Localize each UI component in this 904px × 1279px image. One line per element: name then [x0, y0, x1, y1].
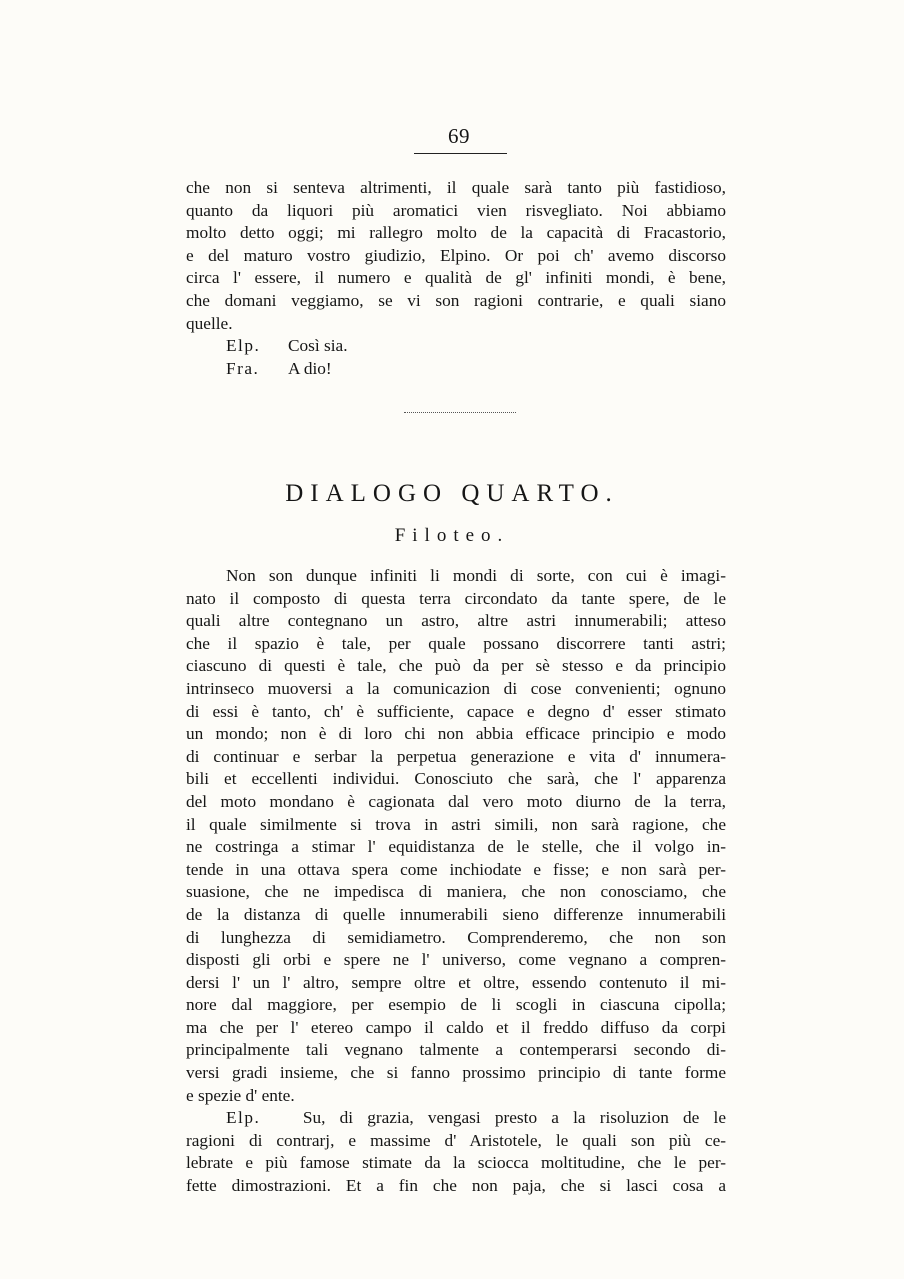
text-line: principalmente tali vegnano talmente a contemperarsi secondo di- — [186, 1040, 726, 1060]
text-line: quali altre contegnano un astro, altre astri innumerabili; atteso — [186, 611, 726, 631]
text-line: il quale similmente si trova in astri simili, non sarà ragione, che — [186, 814, 726, 834]
text-line: dersi l' un l' altro, sempre oltre et oltre, essendo contenuto il mi- — [186, 972, 726, 992]
speaker-name: Fra. — [226, 358, 260, 378]
speech-text: Così sia. — [288, 336, 348, 356]
text-line: fette dimostrazioni. Et a fin che non paja, che si lasci cosa a — [186, 1176, 726, 1196]
speaker-heading: Filoteo. — [394, 525, 510, 546]
text-line: Non son dunque infiniti li mondi di sorte, con cui è imagi- — [226, 566, 726, 585]
section-rule — [404, 412, 516, 413]
speaker-name: Elp. — [226, 336, 261, 356]
top-paragraph — [186, 177, 726, 380]
speech-text: Su, di grazia, vengasi presto a la risoluzion de le — [302, 1108, 726, 1128]
closing-exchange-line — [186, 1107, 726, 1130]
text-line: del moto mondano è cagionata dal vero moto diurno de la terra, — [186, 791, 726, 811]
header-rule — [414, 153, 507, 154]
text-line: disposti gli orbi e spere ne l' universo, come vegnano a compren- — [186, 950, 726, 970]
text-line: che il spazio è tale, per quale possano discorrere tanti astri; — [186, 633, 726, 653]
text-line: versi gradi insieme, che si fanno prossimo principio di tante forme — [186, 1063, 726, 1083]
text-line: quelle. — [186, 313, 233, 333]
text-line: un mondo; non è di loro chi non abbia efficace principio e modo — [186, 724, 726, 744]
text-line: intrinseco muoversi a la comunicazion di cose convenienti; ognuno — [186, 678, 726, 698]
text-line: che domani veggiamo, se vi son ragioni contrarie, e quali siano — [186, 290, 726, 310]
text-line: bili et eccellenti individui. Conosciuto che sarà, che l' apparenza — [186, 769, 726, 789]
exchange-line — [186, 358, 726, 381]
text-line: ma che per l' etereo campo il caldo et il freddo diffuso da corpi — [186, 1017, 726, 1037]
text-line: di essi è tanto, ch' è sufficiente, capace e degno d' esser stimato — [186, 701, 726, 721]
text-line: nato il composto di questa terra circondato da tante spere, de le — [186, 588, 726, 608]
text-line: di continuar e serbar la perpetua generazione e vita d' innumera- — [186, 746, 726, 766]
text-line: e del maturo vostro giudizio, Elpino. Or poi ch' avemo discorso — [186, 245, 726, 265]
text-line: lebrate e più famose stimate da la sciocca moltitudine, che le per- — [186, 1153, 726, 1173]
text-line: molto detto oggi; mi rallegro molto de la capacità di Fracastorio, — [186, 223, 726, 243]
text-line: de la distanza di quelle innumerabili sieno differenze innumerabili — [186, 904, 726, 924]
speaker-name: Elp. — [226, 1108, 261, 1128]
text-line: tende in una ottava spera come inchiodate e fisse; e non sarà per- — [186, 859, 726, 879]
text-line: ciascuno di questi è tale, che può da per sè stesso e da principio — [186, 656, 726, 676]
text-line: ragioni di contrarj, e massime d' Aristotele, le quali son più ce- — [186, 1130, 726, 1150]
text-line: di lunghezza di semidiametro. Comprenderemo, che non son — [186, 927, 726, 947]
text-line: circa l' essere, il numero e qualità de gl' infiniti mondi, è bene, — [186, 268, 726, 288]
text-line: nore dal maggiore, per esempio de li scogli in ciascuna cipolla; — [186, 995, 726, 1015]
speech-text: A dio! — [288, 358, 332, 378]
exchange-line — [186, 335, 726, 358]
page-number: 69 — [448, 124, 470, 148]
dialogue-title: DIALOGO QUARTO. — [285, 480, 619, 507]
text-line: e spezie d' ente. — [186, 1085, 295, 1105]
text-line: suasione, che ne impedisca di maniera, che non conosciamo, che — [186, 882, 726, 902]
main-paragraph — [186, 565, 726, 1198]
text-line: che non si senteva altrimenti, il quale sarà tanto più fastidioso, — [186, 178, 726, 197]
text-line: quanto da liquori più aromatici vien risvegliato. Noi abbiamo — [186, 200, 726, 220]
text-line: ne costringa a stimar l' equidistanza de le stelle, che il volgo in- — [186, 837, 726, 857]
